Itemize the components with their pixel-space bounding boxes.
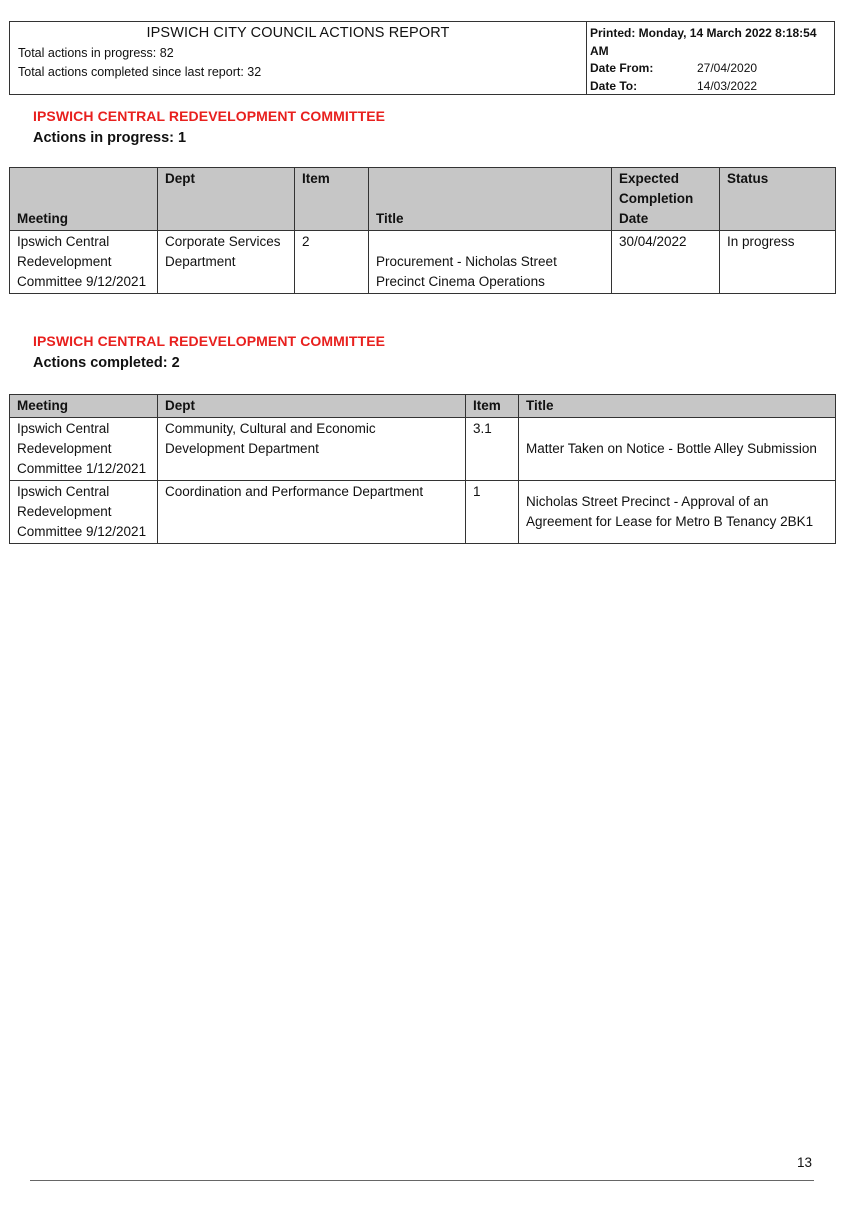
footer-divider bbox=[30, 1180, 814, 1181]
col-dept: Dept bbox=[158, 168, 295, 231]
col-expected-completion-date: Expected Completion Date bbox=[612, 168, 720, 231]
item-cell: 3.1 bbox=[466, 418, 519, 481]
report-header bbox=[9, 21, 835, 95]
date-to-label: Date To: bbox=[590, 79, 638, 93]
col-status: Status bbox=[720, 168, 836, 231]
total-completed: Total actions completed since last report: 32 bbox=[18, 65, 262, 79]
report-title: IPSWICH CITY COUNCIL ACTIONS REPORT bbox=[146, 25, 450, 41]
col-item: Item bbox=[295, 168, 369, 231]
col-dept: Dept bbox=[158, 395, 466, 418]
total-in-progress: Total actions in progress: 82 bbox=[18, 46, 174, 60]
page-number: 13 bbox=[796, 1155, 812, 1170]
section2-committee-heading: IPSWICH CENTRAL REDEVELOPMENT COMMITTEE bbox=[33, 333, 386, 349]
col-title: Title bbox=[519, 395, 836, 418]
dept-cell: Coordination and Performance Department bbox=[158, 481, 466, 544]
status-cell: In progress bbox=[720, 231, 836, 294]
meeting-cell: Ipswich Central Redevelopment Committee 9/12/2021 bbox=[10, 231, 158, 294]
section1-subheading: Actions in progress: 1 bbox=[33, 130, 187, 146]
actions-completed-table bbox=[9, 394, 836, 544]
title-cell: Matter Taken on Notice - Bottle Alley Submission bbox=[519, 418, 836, 481]
col-meeting: Meeting bbox=[10, 168, 158, 231]
actions-in-progress-table bbox=[9, 167, 836, 294]
dept-cell: Corporate Services Department bbox=[158, 231, 295, 294]
dept-cell: Community, Cultural and Economic Development Department bbox=[158, 418, 466, 481]
section1-committee-heading: IPSWICH CENTRAL REDEVELOPMENT COMMITTEE bbox=[33, 108, 386, 124]
item-cell: 1 bbox=[466, 481, 519, 544]
table-row bbox=[10, 231, 836, 294]
item-cell: 2 bbox=[295, 231, 369, 294]
meeting-cell: Ipswich Central Redevelopment Committee 9/12/2021 bbox=[10, 481, 158, 544]
title-cell: Nicholas Street Precinct - Approval of an Agreement for Lease for Metro B Tenancy 2BK1 bbox=[519, 481, 836, 544]
date-from-label: Date From: bbox=[590, 61, 654, 75]
date-from-value: 27/04/2020 bbox=[697, 61, 758, 75]
col-meeting: Meeting bbox=[10, 395, 158, 418]
printed-timestamp: Printed: Monday, 14 March 2022 8:18:54 AM bbox=[590, 26, 817, 58]
expected-date-cell: 30/04/2022 bbox=[612, 231, 720, 294]
col-item: Item bbox=[466, 395, 519, 418]
title-cell: Procurement - Nicholas Street Precinct Cinema Operations bbox=[369, 231, 612, 294]
table-row bbox=[10, 418, 836, 481]
table-row bbox=[10, 481, 836, 544]
date-to-value: 14/03/2022 bbox=[697, 79, 758, 93]
table-header-row bbox=[10, 168, 836, 231]
report-dates bbox=[586, 22, 835, 94]
report-summary bbox=[10, 22, 586, 94]
meeting-cell: Ipswich Central Redevelopment Committee 1/12/2021 bbox=[10, 418, 158, 481]
col-title: Title bbox=[369, 168, 612, 231]
section2-subheading: Actions completed: 2 bbox=[33, 355, 180, 371]
table-header-row bbox=[10, 395, 836, 418]
